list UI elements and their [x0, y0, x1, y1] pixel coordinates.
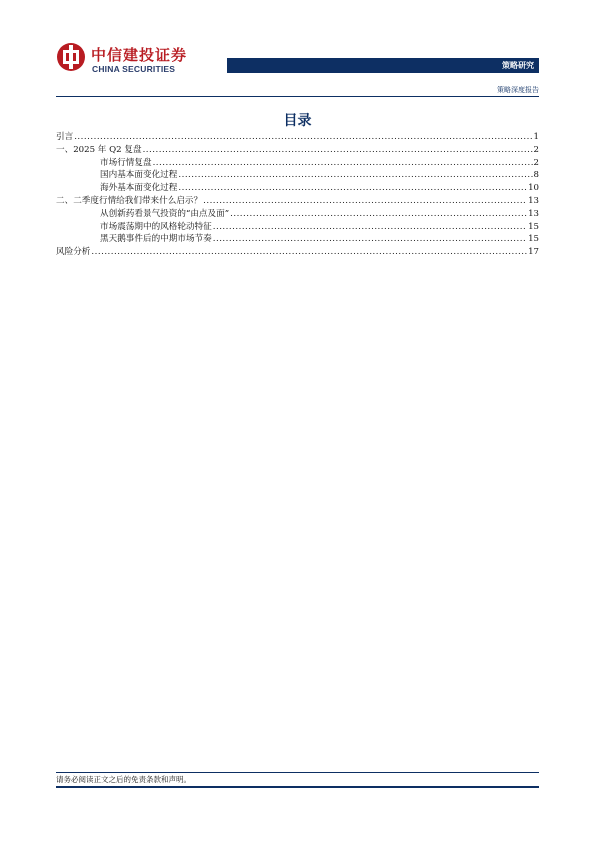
- toc-entry-page: 1: [533, 132, 539, 142]
- toc-entry-page: 10: [528, 183, 539, 194]
- company-logo: [56, 42, 242, 78]
- toc-entry-text: 从创新药看景气投资的“由点及面”: [100, 208, 230, 219]
- toc-entry-page: 8: [533, 170, 539, 181]
- toc-leader-dots: [153, 157, 533, 170]
- toc-entry-page: 15: [528, 234, 539, 245]
- report-type-label: 策略深度报告: [497, 86, 539, 94]
- toc-entry[interactable]: [56, 169, 539, 182]
- toc-entry-page: 13: [528, 195, 539, 206]
- logo-english-name: CHINA SECURITIES: [92, 64, 176, 74]
- header-divider: [56, 96, 539, 97]
- logo-chinese-name: 中信建投证券: [91, 46, 188, 64]
- toc-entry-page: 13: [528, 208, 539, 219]
- toc-leader-dots: [213, 221, 527, 234]
- section-banner: [227, 58, 539, 73]
- toc-entry-text: 海外基本面变化过程: [100, 183, 178, 194]
- toc-entry-text: 风险分析: [56, 247, 91, 258]
- toc-entry[interactable]: [56, 157, 539, 170]
- toc-entry[interactable]: [56, 233, 539, 246]
- toc-leader-dots: [203, 195, 527, 208]
- toc-leader-dots: [178, 182, 527, 195]
- toc-title: 目录: [283, 113, 312, 129]
- toc-entry-text: 二、二季度行情给我们带来什么启示？: [56, 195, 203, 206]
- toc-entry-text: 市场行情复盘: [100, 157, 152, 168]
- toc-leader-dots: [91, 246, 527, 259]
- toc-leader-dots: [230, 208, 527, 221]
- toc-entry[interactable]: [56, 246, 539, 259]
- toc-entry-text: 一、2025 年 Q2 复盘: [56, 144, 142, 155]
- footer-disclaimer: 请务必阅读正文之后的免责条款和声明。: [56, 775, 191, 784]
- toc-entry-page: 17: [528, 247, 539, 258]
- toc-entry-text: 引言: [56, 132, 74, 142]
- toc-entry[interactable]: [56, 195, 539, 208]
- citic-logo-icon: [56, 42, 86, 72]
- footer-divider-top: [56, 772, 539, 773]
- toc-leader-dots: [143, 144, 533, 157]
- toc-entry-text: 黑天鹅事件后的中期市场节奏: [100, 234, 212, 245]
- toc-leader-dots: [74, 131, 532, 144]
- toc-entry[interactable]: [56, 131, 539, 144]
- toc-entry-page: 2: [533, 144, 539, 155]
- table-of-contents: [56, 131, 539, 259]
- toc-entry[interactable]: [56, 208, 539, 221]
- section-label: 策略研究: [502, 61, 534, 70]
- toc-leader-dots: [213, 233, 527, 246]
- toc-leader-dots: [178, 169, 532, 182]
- toc-entry-page: 15: [528, 221, 539, 232]
- toc-entry-text: 国内基本面变化过程: [100, 170, 178, 181]
- footer-divider-bottom: [56, 786, 539, 788]
- toc-entry-text: 市场震荡期中的风格轮动特征: [100, 221, 212, 232]
- toc-entry[interactable]: [56, 221, 539, 234]
- toc-entry-page: 2: [533, 157, 539, 168]
- toc-entry[interactable]: [56, 182, 539, 195]
- toc-entry[interactable]: [56, 144, 539, 157]
